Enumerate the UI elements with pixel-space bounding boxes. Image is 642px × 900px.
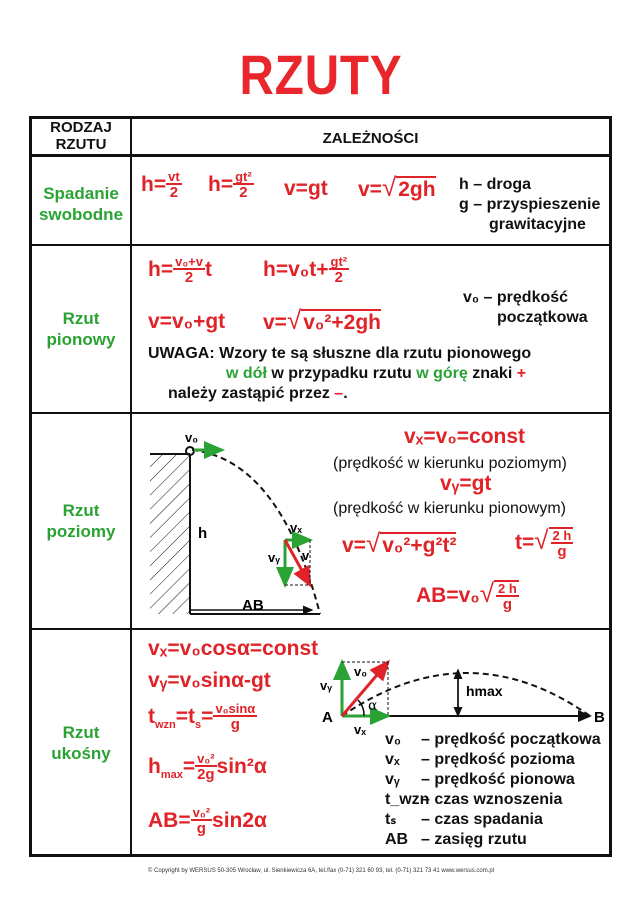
- formula-mid: =t: [175, 705, 196, 729]
- legend-symbol: tₛ: [385, 811, 397, 828]
- legend-symbol: vᵧ: [385, 771, 400, 788]
- label-vx: vₓ: [290, 520, 302, 535]
- note-pionowy: (prędkość w kierunku pionowym): [333, 500, 566, 517]
- header-rodzaj-rzutu: [32, 119, 130, 153]
- label-vy: vᵧ: [268, 550, 280, 565]
- formula-lhs: AB=: [148, 809, 191, 833]
- fraction-denominator: g: [502, 595, 513, 613]
- subscript: wzn: [155, 719, 176, 732]
- formula-lhs: v=: [358, 178, 382, 201]
- fraction-numerator: v₀+v: [175, 254, 204, 269]
- label-ab: AB: [242, 597, 264, 614]
- formula-lhs: h=v₀t+: [263, 258, 329, 282]
- formula-v-v0-gt: v=v₀+gt: [148, 310, 226, 333]
- fraction-denominator: 2: [334, 269, 343, 286]
- uwaga-w-dol: w dół: [226, 365, 267, 382]
- header-col1-line2: RZUTU: [55, 136, 107, 153]
- legend-text: – prędkość początkowa: [421, 731, 601, 748]
- legend-line: h – droga: [459, 176, 532, 193]
- formula-h-vt: [141, 170, 182, 201]
- note-poziomy: (prędkość w kierunku poziomym): [333, 455, 567, 472]
- label-b: B: [594, 709, 605, 726]
- legend-item: [385, 830, 601, 850]
- legend-symbol: AB: [385, 831, 409, 848]
- diagram-rzut-poziomy: [140, 420, 340, 620]
- row-label-pionowy: [32, 308, 130, 350]
- row-divider-1: [29, 244, 612, 246]
- fraction-numerator: v₀²: [197, 751, 215, 766]
- sqrt-icon: √: [286, 305, 302, 335]
- sqrt-icon: √: [534, 525, 549, 555]
- sqrt-icon: √: [479, 578, 495, 608]
- fraction-numerator: v₀sinα: [215, 701, 256, 716]
- formula-ab-poziomy: [416, 578, 519, 613]
- row-label-line2: swobodne: [38, 205, 124, 224]
- formula-eq: =: [182, 755, 196, 779]
- sqrt-icon: √: [381, 172, 397, 202]
- label-hmax: hmax: [466, 683, 503, 699]
- fraction-numerator: gt²: [330, 254, 348, 269]
- label-v0: v₀: [185, 430, 199, 445]
- row-label-line2: pionowy: [46, 330, 116, 349]
- formula-rhs: sin²α: [216, 755, 267, 779]
- subscript: s: [195, 719, 202, 732]
- uwaga-plus: +: [516, 365, 527, 382]
- sqrt-body: v₀²+2gh: [303, 311, 381, 334]
- fraction-denominator: 2g: [197, 766, 215, 783]
- row-label-poziomy: [32, 500, 130, 542]
- fraction-denominator: g: [230, 716, 240, 733]
- diagram-rzut-ukosny: [318, 640, 610, 740]
- subscript: max: [160, 769, 183, 782]
- label-vy: vᵧ: [320, 678, 332, 693]
- legend-line: początkowa: [497, 309, 588, 326]
- uwaga-line1: UWAGA: Wzory te są słuszne dla rzutu pionowego: [148, 345, 532, 362]
- formula-h-v0t: [263, 255, 349, 286]
- sqrt-body: 2gh: [398, 178, 436, 201]
- uwaga-text: .: [343, 385, 348, 402]
- uwaga-minus: –: [334, 385, 344, 402]
- ground-hatch: [150, 454, 190, 614]
- fraction-numerator: 2 h: [552, 527, 572, 543]
- legend-text: – prędkość pionowa: [421, 771, 575, 788]
- formula-hmax: [148, 752, 267, 783]
- fraction-numerator: gt²: [235, 169, 252, 184]
- formula-v-sqrt2gh: [358, 172, 436, 203]
- row-divider-2: [29, 412, 612, 414]
- row-label-line1: Rzut: [62, 723, 100, 742]
- uwaga-note: [148, 344, 531, 404]
- legend-symbol: vₓ: [385, 751, 400, 768]
- row-label-spadanie: [32, 183, 130, 225]
- column-divider: [130, 116, 132, 857]
- legend-item: [385, 810, 601, 830]
- formula-h-avg: [148, 255, 212, 286]
- formula-ab-ukosny: [148, 806, 267, 837]
- legend-symbol: v₀: [385, 731, 402, 748]
- fraction-denominator: g: [557, 542, 567, 560]
- legend-item: [385, 790, 601, 810]
- legend-text: – prędkość pozioma: [421, 751, 575, 768]
- row-label-line1: Spadanie: [43, 184, 119, 203]
- fraction-numerator: 2 h: [498, 580, 517, 596]
- sqrt-icon: √: [365, 528, 381, 558]
- formula-lhs: h=: [141, 173, 167, 197]
- row-label-line1: Rzut: [62, 501, 100, 520]
- formula-lhs: t: [148, 705, 155, 729]
- fraction-denominator: g: [196, 820, 206, 837]
- row-label-line2: ukośny: [51, 744, 111, 763]
- uwaga-text: należy zastąpić przez: [168, 385, 335, 402]
- legend-pionowy: [463, 288, 588, 328]
- legend-ukosny: [385, 730, 601, 850]
- formula-v-sqrt: [263, 305, 381, 336]
- fraction-denominator: 2: [239, 184, 248, 201]
- legend-text: – czas wznoszenia: [421, 791, 563, 808]
- header-col1-line1: RODZAJ: [50, 119, 112, 136]
- formula-vx-const: vₓ=v₀=const: [404, 425, 526, 448]
- label-v: v: [302, 548, 310, 563]
- formula-lhs: h=: [148, 258, 174, 282]
- legend-item: [385, 750, 601, 770]
- formula-lhs: AB=v₀: [416, 584, 480, 607]
- legend-item: [385, 770, 601, 790]
- formula-lhs: h: [148, 755, 161, 779]
- row-label-ukosny: [32, 722, 130, 764]
- formula-h-gt2: [208, 170, 254, 201]
- uwaga-text: znaki: [467, 365, 517, 382]
- label-h: h: [198, 525, 208, 542]
- uwaga-w-gore: w górę: [416, 365, 468, 382]
- formula-eq: =: [201, 705, 214, 729]
- uwaga-text: w przypadku rzutu: [266, 365, 417, 382]
- label-v0: v₀: [354, 664, 368, 679]
- formula-lhs: t=: [515, 531, 535, 554]
- formula-vx-cos: vₓ=v₀cosα=const: [148, 637, 319, 660]
- formula-v-sqrt-poziomy: [342, 528, 456, 559]
- fraction-numerator: vt: [168, 169, 180, 184]
- formula-t-sqrt: [515, 525, 573, 560]
- label-a: A: [322, 709, 333, 726]
- formula-rhs: t: [205, 258, 213, 282]
- fraction-denominator: 2: [169, 184, 179, 201]
- legend-spadanie: [459, 175, 600, 235]
- label-alpha: α: [368, 698, 378, 714]
- page-title: RZUTY: [239, 43, 403, 106]
- row-divider-3: [29, 628, 612, 630]
- sqrt-body: v₀²+g²t²: [382, 534, 457, 557]
- formula-lhs: v=: [342, 534, 366, 557]
- header-zaleznosci: ZALEŻNOŚCI: [322, 130, 419, 147]
- header-divider: [29, 154, 612, 157]
- formula-lhs: v=: [263, 311, 287, 334]
- formula-v-gt: v=gt: [284, 177, 328, 200]
- legend-symbol: t_wzn: [385, 791, 430, 808]
- formula-vy-sin: vᵧ=v₀sinα-gt: [148, 669, 271, 692]
- legend-text: – czas spadania: [421, 811, 543, 828]
- row-label-line1: Rzut: [62, 309, 100, 328]
- footer-credits: © Copyright by WERSUS 50-305 Wrocław, ul. Sienkiewicza 6A, tel./fax (0-71) 321 60 93, tel. (0-71) 321 73 41 www.wersus.com.pl: [147, 868, 495, 874]
- legend-text: – zasięg rzutu: [421, 831, 527, 848]
- fraction-denominator: 2: [184, 269, 194, 286]
- fraction-numerator: v₀²: [192, 805, 211, 820]
- formula-lhs: h=: [208, 173, 234, 197]
- formula-rhs: sin2α: [212, 809, 267, 833]
- legend-item: [385, 730, 601, 750]
- formula-t-wzn: [148, 702, 257, 733]
- legend-line: grawitacyjne: [489, 216, 586, 233]
- row-label-line2: poziomy: [46, 522, 116, 541]
- legend-line: v₀ – prędkość: [463, 289, 569, 306]
- formula-vy-gt: vᵧ=gt: [440, 472, 492, 495]
- label-vx: vₓ: [354, 722, 366, 737]
- legend-line: g – przyspieszenie: [459, 196, 601, 213]
